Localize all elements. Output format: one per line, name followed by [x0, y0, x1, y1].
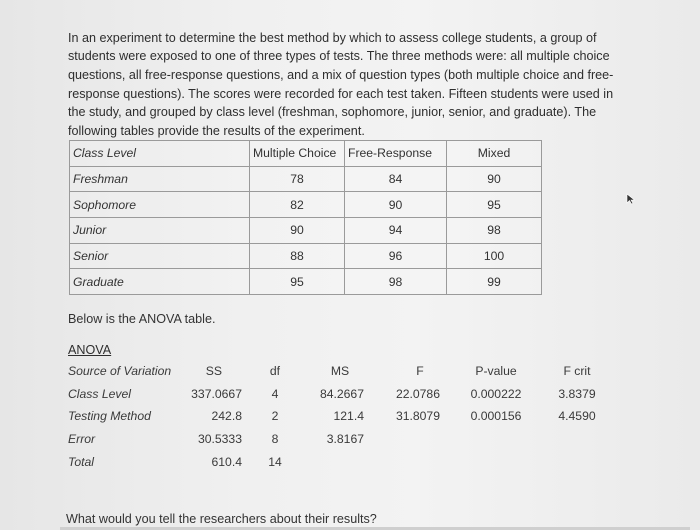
- anova-df: 4: [271, 387, 279, 401]
- anova-f: 31.8079: [395, 409, 440, 423]
- row-level: Freshman: [70, 166, 250, 192]
- anova-row: [0, 409, 700, 427]
- anova-df: 14: [268, 455, 282, 469]
- table-row: [70, 269, 542, 295]
- anova-source: Testing Method: [68, 409, 151, 423]
- anova-fcrit: 3.8379: [558, 387, 596, 401]
- table-row: [70, 166, 542, 192]
- table-row: [70, 243, 542, 269]
- header-multiple-choice: Multiple Choice: [250, 141, 345, 167]
- header-free-response: Free-Response: [345, 141, 447, 167]
- anova-row: [0, 455, 700, 473]
- intro-paragraph: In an experiment to determine the best method by which to assess college students, a group of students were exposed to one of three types of tests. The three methods were: all multiple choice questions, all free-response questions, and a mix of question types (both multiple choice and free-response questions). The scores were recorded for each test taken. Fifteen students were used in the study, and grouped by class level (freshman, sophomore, junior, senior, and graduate). The following tables provide the results of the experiment.: [68, 30, 614, 139]
- cell-mixed: 98: [447, 218, 542, 244]
- anova-ss: 610.4: [211, 455, 242, 469]
- anova-ms: 121.4: [333, 409, 364, 423]
- anova-header-fcrit: F crit: [563, 364, 591, 378]
- cell-mc: 88: [250, 243, 345, 269]
- header-class-level: Class Level: [70, 141, 250, 167]
- anova-header-ss: SS: [205, 364, 222, 378]
- anova-intro-text: Below is the ANOVA table.: [68, 312, 216, 326]
- cell-fr: 94: [345, 218, 447, 244]
- anova-ms: 84.2667: [319, 387, 364, 401]
- anova-pvalue: 0.000156: [470, 409, 522, 423]
- cell-mc: 78: [250, 166, 345, 192]
- anova-title: ANOVA: [68, 343, 112, 357]
- anova-ms: 3.8167: [326, 432, 364, 446]
- results-table: [69, 140, 542, 295]
- cell-mixed: 90: [447, 166, 542, 192]
- anova-f: 22.0786: [395, 387, 440, 401]
- anova-header-f: F: [416, 364, 424, 378]
- cell-mixed: 100: [447, 243, 542, 269]
- anova-fcrit: 4.4590: [558, 409, 596, 423]
- row-level: Graduate: [70, 269, 250, 295]
- cell-fr: 84: [345, 166, 447, 192]
- cell-mixed: 99: [447, 269, 542, 295]
- anova-ss: 337.0667: [191, 387, 242, 401]
- anova-df: 2: [271, 409, 279, 423]
- anova-df: 8: [271, 432, 279, 446]
- anova-header-pvalue: P-value: [475, 364, 517, 378]
- cell-fr: 96: [345, 243, 447, 269]
- table-row: [70, 218, 542, 244]
- anova-header-ms: MS: [330, 364, 350, 378]
- cell-fr: 90: [345, 192, 447, 218]
- question-text: What would you tell the researchers about their results?: [66, 512, 377, 526]
- anova-header-source: Source of Variation: [68, 364, 172, 378]
- header-mixed: Mixed: [447, 141, 542, 167]
- cell-mixed: 95: [447, 192, 542, 218]
- cell-mc: 82: [250, 192, 345, 218]
- anova-ss: 30.5333: [197, 432, 242, 446]
- anova-header-row: [0, 364, 700, 382]
- anova-ss: 242.8: [211, 409, 242, 423]
- anova-source: Error: [68, 432, 96, 446]
- cell-fr: 98: [345, 269, 447, 295]
- anova-header-df: df: [269, 364, 281, 378]
- results-header-row: [70, 141, 542, 167]
- anova-row: [0, 387, 700, 405]
- row-level: Junior: [70, 218, 250, 244]
- cell-mc: 95: [250, 269, 345, 295]
- anova-source: Total: [68, 455, 94, 469]
- row-level: Sophomore: [70, 192, 250, 218]
- anova-source: Class Level: [68, 387, 131, 401]
- cell-mc: 90: [250, 218, 345, 244]
- mouse-pointer-icon: [626, 193, 636, 205]
- table-row: [70, 192, 542, 218]
- anova-row: [0, 432, 700, 450]
- row-level: Senior: [70, 243, 250, 269]
- anova-pvalue: 0.000222: [470, 387, 522, 401]
